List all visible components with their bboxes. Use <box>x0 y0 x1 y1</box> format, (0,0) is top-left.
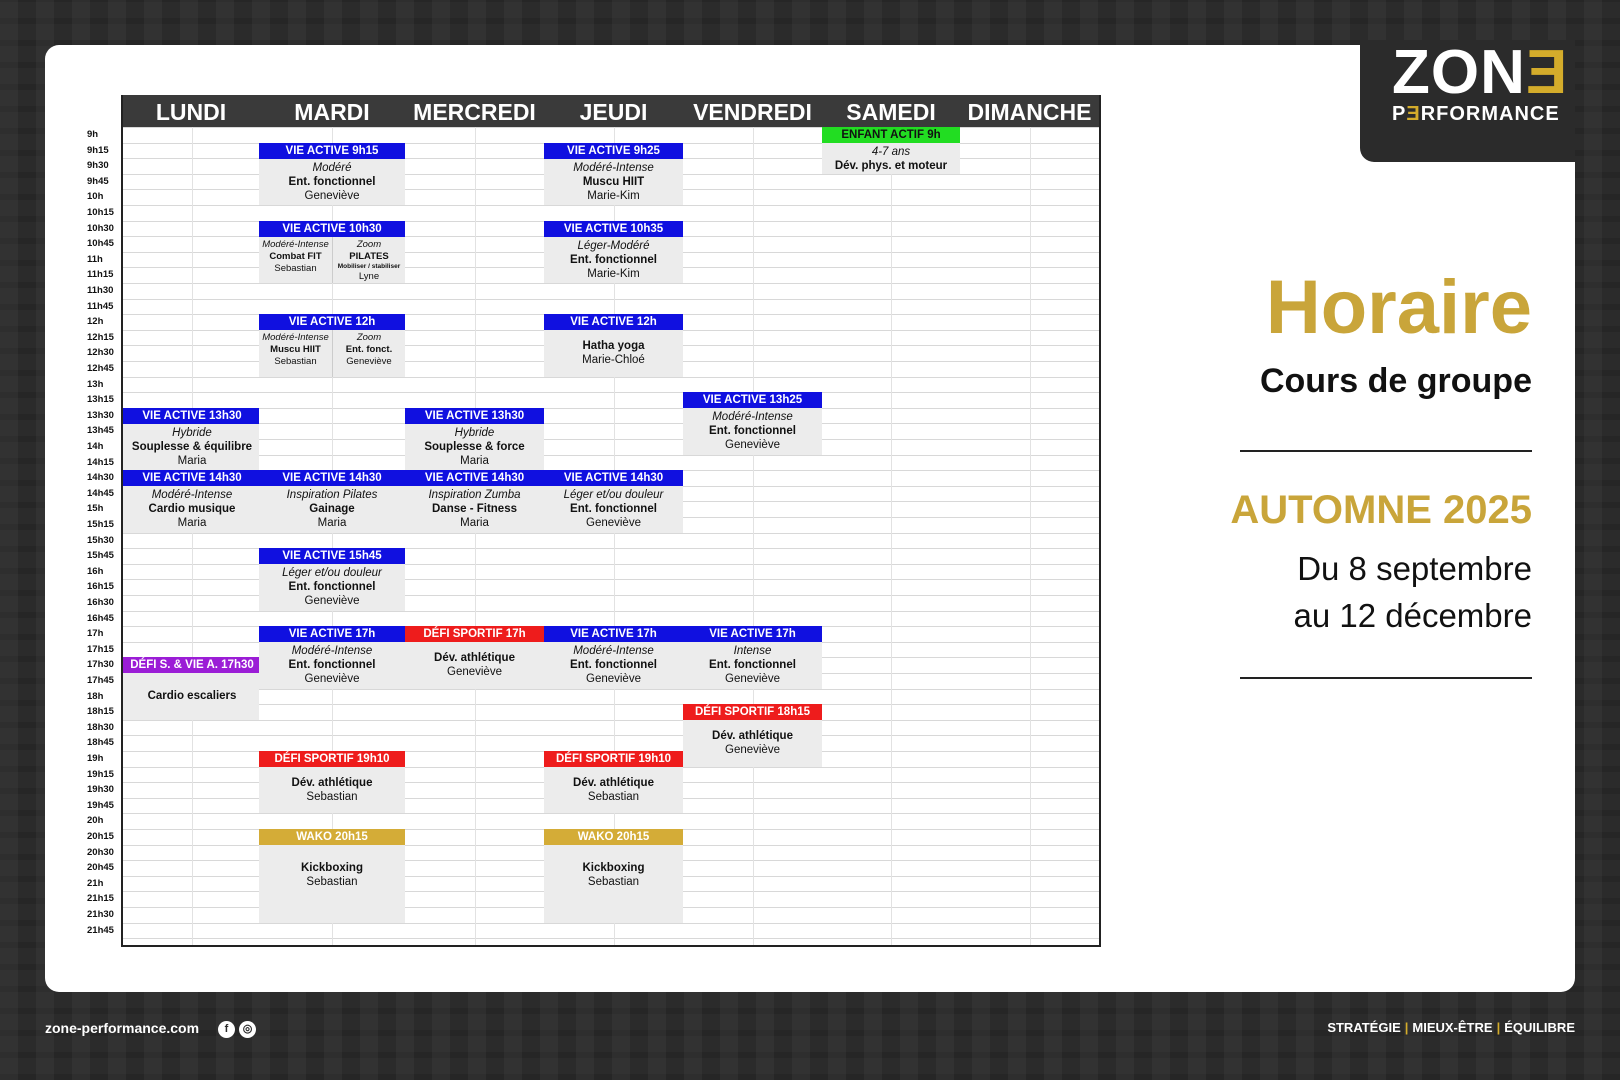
event-subclass <box>259 237 332 283</box>
event-body <box>683 408 822 454</box>
event-line: Souplesse & force <box>424 440 525 453</box>
event-line: Zoom <box>356 332 382 344</box>
event-line: Maria <box>460 517 489 530</box>
grid-row-line <box>123 845 259 846</box>
time-label: 16h <box>87 565 104 577</box>
event-line: Geneviève <box>586 517 641 530</box>
event-line: Sebastian <box>274 356 317 368</box>
time-label: 10h <box>87 191 104 203</box>
grid-row-line <box>123 595 259 596</box>
social-links <box>218 1021 256 1038</box>
season-label: AUTOMNE 2025 <box>1230 488 1532 532</box>
grid-row-line <box>123 720 259 721</box>
event-line: Dév. athlétique <box>573 777 654 789</box>
grid-row-line <box>123 611 259 612</box>
grid-row-line <box>123 189 259 190</box>
class-event[interactable] <box>259 314 405 376</box>
event-title: VIE ACTIVE 14h30 <box>405 470 544 486</box>
event-line: Ent. fonctionnel <box>288 581 376 594</box>
time-label: 11h45 <box>87 300 114 312</box>
day-header: MARDI <box>259 95 405 127</box>
event-line: Dév. phys. et moteur <box>834 160 948 172</box>
event-line: Modéré-Intense <box>151 489 233 502</box>
event-title: VIE ACTIVE 17h <box>544 626 683 642</box>
grid-row-line <box>123 252 259 253</box>
event-line: Maria <box>317 517 347 530</box>
event-line: Sebastian <box>306 876 358 888</box>
event-body <box>259 767 405 813</box>
event-line: Souplesse & équilibre <box>131 440 253 453</box>
event-line: Cardio escaliers <box>147 690 237 703</box>
event-line: Geneviève <box>586 673 641 686</box>
event-body <box>259 564 405 610</box>
event-line: Maria <box>177 517 207 530</box>
event-title: VIE ACTIVE 10h30 <box>259 221 405 237</box>
event-title: VIE ACTIVE 14h30 <box>544 470 683 486</box>
event-line: Ent. fonctionnel <box>570 253 657 266</box>
grid-mid-line <box>753 127 754 945</box>
time-label: 17h <box>87 628 104 640</box>
event-body <box>259 159 405 205</box>
class-event[interactable] <box>822 127 960 174</box>
time-label: 16h15 <box>87 581 114 593</box>
event-line: Léger et/ou douleur <box>563 489 664 502</box>
event-body <box>544 486 683 532</box>
time-label: 10h30 <box>87 222 114 234</box>
event-line: Modéré-Intense <box>262 332 329 344</box>
event-line: Modéré-Intense <box>712 411 793 424</box>
event-line: Muscu HIIT <box>270 344 321 356</box>
time-label: 9h45 <box>87 175 109 187</box>
event-title: VIE ACTIVE 13h25 <box>683 392 822 408</box>
event-line: Mobiliser / stabiliser <box>337 262 401 270</box>
time-label: 14h <box>87 441 104 452</box>
class-event[interactable] <box>405 470 544 532</box>
event-title: VIE ACTIVE 13h30 <box>123 408 261 424</box>
event-line: Dév. athlétique <box>291 777 373 789</box>
tagline: STRATÉGIE | MIEUX-ÊTRE | ÉQUILIBRE <box>1327 1020 1575 1035</box>
event-line: Dév. athlétique <box>434 652 515 665</box>
event-line: Maria <box>177 454 207 467</box>
grid-row-line <box>123 907 259 908</box>
grid-row-line <box>123 829 259 830</box>
time-label: 19h30 <box>87 784 114 796</box>
day-column-dimanche <box>960 95 1101 947</box>
event-title: DÉFI SPORTIF 18h15 <box>683 704 822 720</box>
grid-row-line <box>123 158 259 159</box>
event-line: Hybride <box>454 426 495 439</box>
grid-row-line <box>123 579 259 580</box>
divider-top <box>1240 450 1532 452</box>
grid-mid-line <box>475 127 476 945</box>
time-label: 14h45 <box>87 487 114 499</box>
class-event[interactable] <box>123 657 261 719</box>
event-line: PILATES <box>349 250 389 262</box>
time-label: 20h15 <box>87 831 114 842</box>
event-line: Geneviève <box>346 356 392 368</box>
event-subclass <box>259 330 332 376</box>
grid-row-line <box>123 860 259 861</box>
event-subclass <box>332 330 405 376</box>
event-line: Intense <box>733 645 772 658</box>
event-line: Lyne <box>358 270 380 282</box>
time-label: 14h30 <box>87 472 114 484</box>
time-label: 11h <box>87 253 103 265</box>
tagline-mieux-etre: MIEUX-ÊTRE <box>1412 1020 1493 1035</box>
class-event[interactable] <box>259 221 405 283</box>
event-body <box>544 767 683 813</box>
event-line: Ent. fonctionnel <box>570 503 657 516</box>
event-title: VIE ACTIVE 14h30 <box>259 470 405 486</box>
event-title: VIE ACTIVE 12h <box>544 314 683 330</box>
event-line: Hatha yoga <box>582 340 645 353</box>
event-body <box>405 486 544 532</box>
class-event[interactable] <box>544 751 683 813</box>
class-event[interactable] <box>544 221 683 283</box>
grid-row-line <box>123 205 259 206</box>
event-line: Marie-Kim <box>587 189 640 202</box>
event-body <box>259 486 405 532</box>
event-line: Ent. fonct. <box>345 344 393 356</box>
event-line: Danse - Fitness <box>432 503 517 516</box>
event-title: VIE ACTIVE 9h25 <box>544 143 683 159</box>
event-line: Ent. fonctionnel <box>288 175 376 188</box>
event-title: DÉFI SPORTIF 19h10 <box>544 751 683 767</box>
instagram-icon[interactable]: ◎ <box>239 1021 256 1038</box>
grid-mid-line <box>1030 127 1031 945</box>
event-body <box>259 642 405 688</box>
class-event[interactable] <box>405 408 544 470</box>
event-subclass <box>332 237 405 283</box>
event-line: 4-7 ans <box>871 146 911 158</box>
divider-bottom <box>1240 677 1532 679</box>
event-line: Geneviève <box>304 673 360 686</box>
page-subtitle: Cours de groupe <box>1259 362 1532 400</box>
event-body <box>259 845 405 923</box>
time-label: 10h45 <box>87 238 114 250</box>
class-event[interactable] <box>544 829 683 923</box>
day-column-lundi <box>121 95 261 947</box>
class-event[interactable] <box>544 143 683 205</box>
grid-row-line <box>123 221 259 222</box>
grid-row-line <box>123 143 259 144</box>
event-line: Modéré-Intense <box>573 161 654 174</box>
time-label: 13h15 <box>87 394 114 406</box>
event-line: Geneviève <box>725 744 780 757</box>
day-column-samedi <box>822 95 962 947</box>
logo-performance: PƎRFORMANCE <box>1392 103 1560 125</box>
time-label: 9h15 <box>87 144 109 156</box>
day-header: MERCREDI <box>405 95 544 127</box>
event-line: Hybride <box>172 426 212 439</box>
grid-row-line <box>123 626 259 627</box>
event-line: Modéré-Intense <box>573 645 654 658</box>
event-line: Ent. fonctionnel <box>288 659 376 672</box>
grid-row-line <box>123 813 259 814</box>
time-label: 19h <box>87 753 104 764</box>
day-header: DIMANCHE <box>960 95 1099 127</box>
time-label: 21h15 <box>87 893 114 905</box>
time-label: 18h45 <box>87 737 114 749</box>
event-body <box>544 642 683 688</box>
event-body <box>822 143 960 174</box>
event-line: Inspiration Zumba <box>428 489 521 502</box>
event-line: Ent. fonctionnel <box>709 425 796 438</box>
time-label: 12h <box>87 316 104 328</box>
website-link[interactable]: zone-performance.com <box>45 1020 200 1036</box>
event-line: Sebastian <box>274 262 317 274</box>
class-event[interactable] <box>123 408 261 470</box>
class-event[interactable] <box>683 626 822 688</box>
grid-row-line <box>123 751 259 752</box>
event-body <box>123 486 261 532</box>
event-body <box>259 237 405 283</box>
grid-row-line <box>123 891 259 892</box>
time-label: 18h30 <box>87 721 114 733</box>
event-title: VIE ACTIVE 17h <box>259 626 405 642</box>
grid-row-line <box>123 923 259 924</box>
event-title: VIE ACTIVE 13h30 <box>405 408 544 424</box>
grid-row-line <box>123 267 259 268</box>
class-event[interactable] <box>544 626 683 688</box>
event-line: Léger-Modéré <box>577 239 650 252</box>
time-label: 21h30 <box>87 909 114 920</box>
class-event[interactable] <box>405 626 544 688</box>
time-label: 21h <box>87 877 104 889</box>
event-line: Modéré <box>312 161 352 174</box>
event-title: VIE ACTIVE 17h <box>683 626 822 642</box>
event-body <box>544 237 683 283</box>
event-title: WAKO 20h15 <box>259 829 405 845</box>
class-event[interactable] <box>259 751 405 813</box>
time-label: 13h <box>87 378 104 390</box>
tagline-strategie: STRATÉGIE <box>1327 1020 1401 1035</box>
event-line: Sebastian <box>587 876 640 888</box>
event-title: DÉFI SPORTIF 17h <box>405 626 544 642</box>
class-event[interactable] <box>683 704 822 766</box>
event-line: Sebastian <box>587 791 640 803</box>
class-event[interactable] <box>123 470 261 532</box>
event-line: Cardio musique <box>148 503 236 516</box>
event-line: Ent. fonctionnel <box>709 659 796 672</box>
grid-row-line <box>123 345 259 346</box>
event-body <box>544 330 683 376</box>
event-line: Combat FIT <box>269 250 322 262</box>
day-header: LUNDI <box>123 95 259 127</box>
grid-row-line <box>123 798 259 799</box>
grid-row-line <box>123 127 259 128</box>
time-label: 20h45 <box>87 862 114 874</box>
class-event[interactable] <box>544 314 683 376</box>
weekly-schedule <box>85 95 1135 947</box>
event-line: Ent. fonctionnel <box>570 659 657 672</box>
grid-row-line <box>123 548 259 549</box>
time-label: 15h45 <box>87 550 114 562</box>
logo-zone: ZONƎ <box>1392 38 1569 107</box>
time-label: 18h15 <box>87 706 114 718</box>
day-column-jeudi <box>544 95 685 947</box>
event-body <box>405 642 544 688</box>
time-label: 11h15 <box>87 269 114 281</box>
time-label: 11h30 <box>87 285 114 296</box>
class-event[interactable] <box>683 392 822 454</box>
grid-row-line <box>123 283 259 284</box>
event-title: DÉFI SPORTIF 19h10 <box>259 751 405 767</box>
time-label: 21h45 <box>87 924 114 936</box>
grid-row-line <box>123 938 259 939</box>
event-title: WAKO 20h15 <box>544 829 683 845</box>
event-line: Léger et/ou douleur <box>282 567 382 580</box>
grid-row-line <box>123 377 259 378</box>
time-label: 18h <box>87 690 104 702</box>
time-label: 12h45 <box>87 363 114 374</box>
class-event[interactable] <box>259 548 405 610</box>
grid-row-line <box>123 330 259 331</box>
grid-row-line <box>123 533 259 534</box>
event-body <box>683 642 822 688</box>
time-label: 17h15 <box>87 643 114 655</box>
time-label: 10h15 <box>87 207 114 218</box>
event-body <box>544 845 683 923</box>
event-title: VIE ACTIVE 14h30 <box>123 470 261 486</box>
event-title: VIE ACTIVE 12h <box>259 314 405 330</box>
event-title: VIE ACTIVE 10h35 <box>544 221 683 237</box>
event-line: Kickboxing <box>301 862 363 874</box>
class-event[interactable] <box>259 143 405 205</box>
class-event[interactable] <box>259 470 405 532</box>
tagline-equilibre: ÉQUILIBRE <box>1504 1020 1575 1035</box>
grid-row-line <box>123 361 259 362</box>
grid-row-line <box>123 392 259 393</box>
class-event[interactable] <box>544 470 683 532</box>
event-line: Geneviève <box>304 189 360 202</box>
time-label: 14h15 <box>87 456 114 468</box>
time-label: 16h30 <box>87 597 114 608</box>
time-label: 20h30 <box>87 846 114 858</box>
event-line: Modéré-Intense <box>291 645 373 658</box>
grid-row-line <box>123 299 259 300</box>
grid-row-line <box>123 767 259 768</box>
time-label: 9h30 <box>87 160 109 172</box>
day-column-vendredi <box>683 95 824 947</box>
time-label: 20h <box>87 815 104 827</box>
grid-row-line <box>123 564 259 565</box>
date-range-start: Du 8 septembre <box>1297 550 1532 587</box>
day-column-mardi <box>259 95 407 947</box>
day-header: VENDREDI <box>683 95 822 127</box>
event-title: DÉFI S. & VIE A. 17h30 <box>123 657 261 673</box>
grid-mid-line <box>192 127 193 945</box>
event-line: Gainage <box>309 503 355 516</box>
event-line: Kickboxing <box>582 862 645 874</box>
time-label: 19h45 <box>87 799 114 811</box>
grid-row-line <box>123 735 259 736</box>
class-event[interactable] <box>259 829 405 923</box>
event-line: Zoom <box>356 238 382 250</box>
event-body <box>683 720 822 766</box>
time-label: 13h30 <box>87 409 114 421</box>
event-body <box>405 424 544 470</box>
time-label: 17h30 <box>87 659 114 671</box>
event-body <box>123 424 261 470</box>
time-label: 13h45 <box>87 425 114 437</box>
grid-row-line <box>123 174 259 175</box>
time-label: 15h15 <box>87 519 114 530</box>
event-title: VIE ACTIVE 15h45 <box>259 548 405 564</box>
event-line: Geneviève <box>304 595 360 608</box>
event-body <box>544 159 683 205</box>
event-line: Inspiration Pilates <box>286 489 378 502</box>
event-line: Geneviève <box>447 666 502 679</box>
grid-row-line <box>123 314 259 315</box>
event-line: Geneviève <box>725 439 780 452</box>
grid-row-line <box>123 876 259 877</box>
date-range <box>1294 545 1533 639</box>
event-line: Geneviève <box>725 673 780 686</box>
grid-row-line <box>123 782 259 783</box>
day-column-mercredi <box>405 95 546 947</box>
event-line: Maria <box>460 454 489 467</box>
event-line: Marie-Chloé <box>582 354 645 367</box>
facebook-icon[interactable]: f <box>218 1021 235 1038</box>
day-header: JEUDI <box>544 95 683 127</box>
event-line: Modéré-Intense <box>262 238 329 250</box>
grid-mid-line <box>891 127 892 945</box>
time-label: 17h45 <box>87 675 114 686</box>
time-label: 16h45 <box>87 612 114 624</box>
event-title: ENFANT ACTIF 9h <box>822 127 960 143</box>
time-label: 15h <box>87 503 104 515</box>
event-body <box>259 330 405 376</box>
page-title: Horaire <box>1265 265 1532 350</box>
event-line: Marie-Kim <box>587 267 640 280</box>
time-label: 9h <box>87 129 99 140</box>
day-header: SAMEDI <box>822 95 960 127</box>
grid-row-line <box>123 642 259 643</box>
grid-row-line <box>123 236 259 237</box>
event-title: VIE ACTIVE 9h15 <box>259 143 405 159</box>
date-range-end: au 12 décembre <box>1293 597 1532 634</box>
time-label: 12h30 <box>87 347 114 359</box>
event-line: Sebastian <box>306 791 358 803</box>
class-event[interactable] <box>259 626 405 688</box>
event-line: Muscu HIIT <box>582 175 645 188</box>
time-label: 19h15 <box>87 768 114 780</box>
event-body <box>123 673 261 719</box>
time-label: 12h15 <box>87 331 114 343</box>
time-label: 15h30 <box>87 534 114 546</box>
event-line <box>123 675 261 689</box>
event-line: Dév. athlétique <box>712 730 793 743</box>
schedule-grid <box>121 95 1221 947</box>
